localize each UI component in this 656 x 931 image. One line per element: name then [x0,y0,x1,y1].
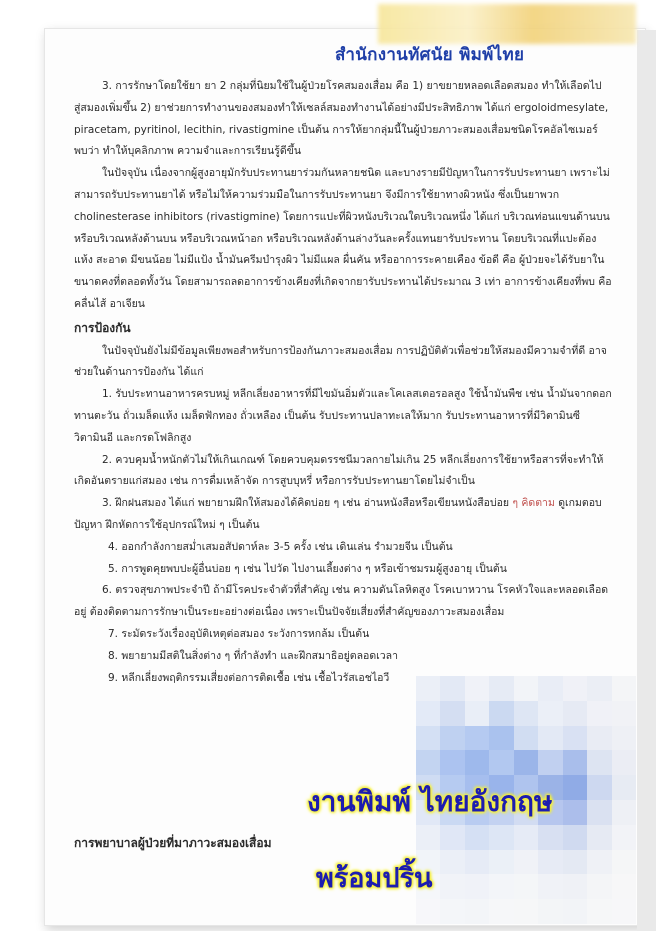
section-heading-nursing: การพยาบาลผู้ป่วยที่มาภาวะสมองเสื่อม [74,836,272,850]
list-item-3-text-c: ดูเกมตอบปัญหา ฝึกหัดการใช้อุปกรณ์ใหม่ ๆ เป็นต้น [74,497,602,531]
list-item-3 [74,493,614,537]
list-item-2: 2. ควบคุมน้ำหนักตัวไม่ให้เกินเกณฑ์ โดยควบคุมดรรชนีมวลกายไม่เกิน 25 หลีกเลี่ยงการใช้ยาหรือสารที่จะทำให้เกิดอันตรายแก่สมอง เช่น การดื่มเหล้าจัด การสูบบุหรี่ หรือการรับประทานยาโดยไม่จำเป็น [74,453,604,488]
blurred-badge [378,4,636,44]
promo-text-line1: งานพิมพ์ ไทยอังกฤษ [307,785,553,818]
list-item-8: 8. พยายามมีสติในสิ่งต่าง ๆ ที่กำลังทำ และฝึกสมาธิอยู่ตลอดเวลา [108,649,398,662]
list-item-7: 7. ระมัดระวังเรื่องอุบัติเหตุต่อสมอง ระวังการหกล้ม เป็นต้น [108,627,370,640]
paragraph-drug-treatment: 3. การรักษาโดยใช้ยา ยา 2 กลุ่มที่นิยมใช้ในผู้ป่วยโรคสมองเสื่อม คือ 1) ยาขยายหลอดเลือดสมอง ทำให้เลือดไปสู่สมองเพิ่มขึ้น 2) ยาช่วยการทำงานของสมองทำให้เซลล์สมองทำงานได้อย่างมีประสิทธิภาพ ได้แก่ ergoloidmesylate, piracetam, pyritinol, lecithin, rivastigmine เป็นต้น การให้ยากลุ่มนี้ในผู้ป่วยภาวะสมองเสื่อมชนิดโรคอัลไซเมอร์ พบว่า ทำให้บุคลิกภาพ ความจำและการเรียนรู้ดีขึ้น [74,80,609,158]
list-item-3-text-a: 3. ฝึกฝนสมอง ได้แก่ พยายามฝึกให้สมองได้คิดบ่อย ๆ เช่น อ่านหนังสือหรือเขียนหนังสือบ่อย [102,497,513,510]
paragraph-prevention-intro: ในปัจจุบันยังไม่มีข้อมูลเพียงพอสำหรับการป้องกันภาวะสมองเสื่อม การปฏิบัติตัวเพื่อช่วยให้สมองมีความจำที่ดี อาจช่วยในด้านการป้องกัน ได้แก่ [74,344,607,379]
list-item-1: 1. รับประทานอาหารครบหมู่ หลีกเลี่ยงอาหารที่มีไขมันอิ่มตัวและโคเลสเตอรอลสูง ใช้น้ำมันพืช เช่น น้ำมันจากดอกทานตะวัน ถั่วเมล็ดแห้ง เมล็ดฟักทอง ถั่วเหลือง เป็นต้น รับประทานปลาทะเลให้มาก รับประทานอาหารที่มีวิตามินซี วิตามินอี และกรดโฟลิกสูง [74,388,612,444]
promo-text-line2: พร้อมปริ้น [316,863,433,894]
page-shadow [637,30,656,931]
paragraph-transdermal: ในปัจจุบัน เนื่องจากผู้สูงอายุมักรับประทานยาร่วมกันหลายชนิด และบางรายมีปัญหาในการรับประทานยา เพราะไม่สามารถรับประทานยาได้ หรือไม่ให้ความร่วมมือในการรับประทานยา จึงมีการใช้ยาทางผิวหนัง ซึ่งเป็นยาพวก cholinesterase inhibitors (rivastigmine) โดยการแปะที่ผิวหนังบริเวณใดบริเวณหนึ่ง ได้แก่ บริเวณท่อนแขนด้านบน หรือบริเวณหลังด้านบน หรือบริเวณหน้าอก หรือบริเวณหลังด้านล่างวันละครั้งแทนยารับประทาน โดยบริเวณที่แปะต้องแห้ง สะอาด มีขนน้อย ไม่มีแป้ง น้ำมันครีมบำรุงผิว ไม่มีแผล ผื่นคัน หรืออาการระคายเคือง ข้อดี คือ ผู้ป่วยจะได้รับยาในขนาดคงที่ตลอดทั้งวัน โดยสามารถลดอาการข้างเคียงที่เกิดจากยารับประทานได้ประมาณ 3 เท่า อาการข้างเคียงที่พบ คือ คลื่นไส้ อาเจียน [74,167,612,310]
list-item-5: 5. การพูดคุยพบปะผู้อื่นบ่อย ๆ เช่น ไปวัด ไปงานเลี้ยงต่าง ๆ หรือเข้าชมรมผู้สูงอายุ เป็นต้น [108,562,507,575]
list-item-9: 9. หลีกเลี่ยงพฤติกรรมเสี่ยงต่อการติดเชื้อ เช่น เชื้อไวรัสเอชไอวี [108,671,390,684]
list-item-6: 6. ตรวจสุขภาพประจำปี ถ้ามีโรคประจำตัวที่สำคัญ เช่น ความดันโลหิตสูง โรคเบาหวาน โรคหัวใจและหลอดเลือดอยู่ ต้องติดตามการรักษาเป็นระยะอย่างต่อเนื่อง เพราะเป็นปัจจัยเสี่ยงที่สำคัญของภาวะสมองเสื่อม [74,584,609,619]
list-item-4: 4. ออกกำลังกายสม่ำเสมอสัปดาห์ละ 3-5 ครั้ง เช่น เดินเล่น รำมวยจีน เป็นต้น [108,540,453,553]
office-name-header: สำนักงานทัศนัย พิมพ์ไทย [335,45,525,65]
section-heading-prevention: การป้องกัน [74,320,131,335]
document-body [74,76,614,689]
list-item-3-highlight: ๆ คิดตาม [512,497,555,510]
